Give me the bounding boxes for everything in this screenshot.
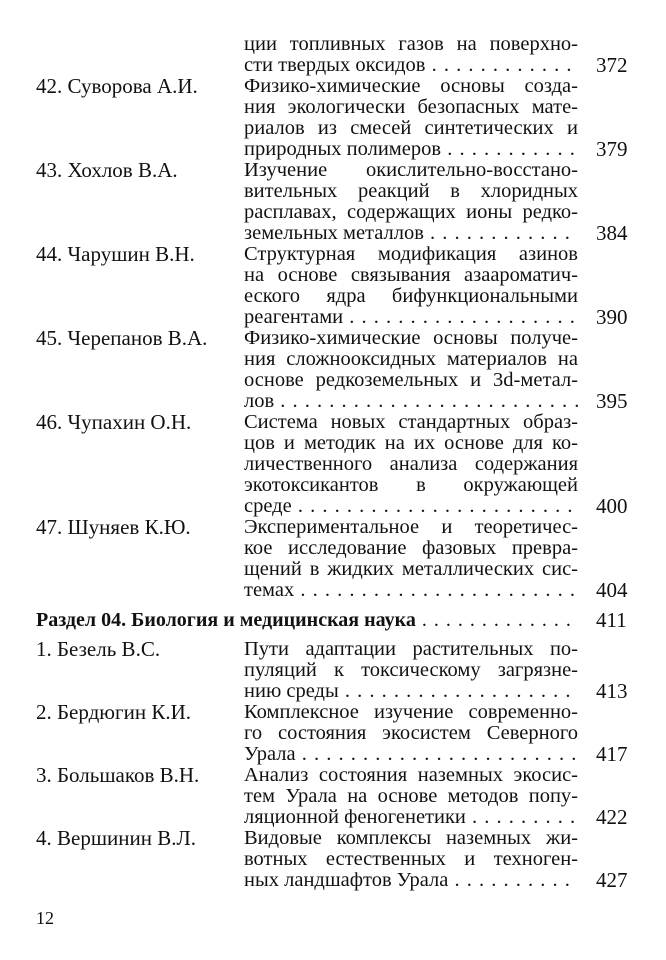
description-line: на основе связывания азаароматич- xyxy=(244,265,578,286)
entry-description xyxy=(244,765,578,828)
description-line: вительных реакций в хлоридных xyxy=(244,181,578,202)
description-line: Урала . . . xyxy=(244,744,578,765)
description-line: лов . . . xyxy=(244,391,578,412)
entry-description xyxy=(244,328,578,412)
section-page-number: 411 xyxy=(596,608,627,632)
entry-author: 1. Безель В.С. xyxy=(36,637,161,661)
description-line: личественного анализа содержания xyxy=(244,454,578,475)
entry-page-number: 395 xyxy=(596,389,628,413)
entry-page-number: 427 xyxy=(596,868,628,892)
description-line: Видовые комплексы наземных жи- xyxy=(244,828,578,849)
description-line: нию среды . . . xyxy=(244,681,578,702)
description-line: Система новых стандартных образ- xyxy=(244,412,578,433)
description-line: Экспериментальное и теоретичес- xyxy=(244,517,578,538)
description-line: Физико-химические основы созда- xyxy=(244,76,578,97)
description-line: среде . . . xyxy=(244,496,578,517)
description-line: Структурная модификация азинов xyxy=(244,244,578,265)
entry-description xyxy=(244,517,578,601)
entry-page-number: 400 xyxy=(596,494,628,518)
description-line: пуляций к токсическому загрязне- xyxy=(244,660,578,681)
entry-page-number: 390 xyxy=(596,305,628,329)
entry-author: 46. Чупахин О.Н. xyxy=(36,410,192,434)
description-line: ния экологически безопасных мате- xyxy=(244,97,578,118)
description-line: ляционной феногенетики . . . xyxy=(244,807,578,828)
entry-author: 47. Шуняев К.Ю. xyxy=(36,515,191,539)
entry-page-number: 384 xyxy=(596,221,628,245)
description-line: Комплексное изучение современно- xyxy=(244,702,578,723)
entry-description xyxy=(244,160,578,244)
entry-page-number: 422 xyxy=(596,805,628,829)
entry-author: 2. Бердюгин К.И. xyxy=(36,700,191,724)
description-line: еского ядра бифункциональными xyxy=(244,286,578,307)
description-line: ции топливных газов на поверхно- xyxy=(244,34,578,55)
entry-author: 44. Чарушин В.Н. xyxy=(36,242,195,266)
description-line: цов и методик на их основе для ко- xyxy=(244,433,578,454)
entry-author: 45. Черепанов В.А. xyxy=(36,326,208,350)
description-line: основе редкоземельных и 3d-метал- xyxy=(244,370,578,391)
description-line: Анализ состояния наземных экосис- xyxy=(244,765,578,786)
entry-description xyxy=(244,76,578,160)
entry-page-number: 404 xyxy=(596,578,628,602)
entry-page-number: 379 xyxy=(596,137,628,161)
description-line: расплавах, содержащих ионы редко- xyxy=(244,202,578,223)
entry-page-number: 417 xyxy=(596,742,628,766)
entry-author: 3. Большаков В.Н. xyxy=(36,763,200,787)
entry-description xyxy=(244,639,578,702)
description-line: ния сложнооксидных материалов на xyxy=(244,349,578,370)
description-line: риалов из смесей синтетических и xyxy=(244,118,578,139)
description-line: темах . . . xyxy=(244,580,578,601)
description-line: сти твердых оксидов . . . xyxy=(244,55,578,76)
description-line: вотных естественных и техноген- xyxy=(244,849,578,870)
description-line: реагентами . . . xyxy=(244,307,578,328)
entry-description xyxy=(244,244,578,328)
section-heading xyxy=(36,608,636,632)
entry-page-number: 372 xyxy=(596,53,628,77)
entry-author: 4. Вершинин В.Л. xyxy=(36,826,196,850)
description-line: Пути адаптации растительных по- xyxy=(244,639,578,660)
description-line: земельных металлов . . . xyxy=(244,223,578,244)
section-title: Раздел 04. Биология и медицинская наука . . . xyxy=(36,608,578,632)
page-folio-number: 12 xyxy=(36,908,54,928)
entry-description xyxy=(244,702,578,765)
entry-description xyxy=(244,828,578,891)
entry-description xyxy=(244,34,578,76)
description-line: тем Урала на основе методов попу- xyxy=(244,786,578,807)
entry-description xyxy=(244,412,578,517)
entry-author: 42. Суворова А.И. xyxy=(36,74,198,98)
entry-author: 43. Хохлов В.А. xyxy=(36,158,178,182)
description-line: Физико-химические основы получе- xyxy=(244,328,578,349)
entry-page-number: 413 xyxy=(596,679,628,703)
description-line: ных ландшафтов Урала . . . xyxy=(244,870,578,891)
description-line: природных полимеров . . . xyxy=(244,139,578,160)
description-line: экотоксикантов в окружающей xyxy=(244,475,578,496)
description-line: Изучение окислительно-восстано- xyxy=(244,160,578,181)
description-line: кое исследование фазовых превра- xyxy=(244,538,578,559)
description-line: го состояния экосистем Северного xyxy=(244,723,578,744)
description-line: щений в жидких металлических сис- xyxy=(244,559,578,580)
